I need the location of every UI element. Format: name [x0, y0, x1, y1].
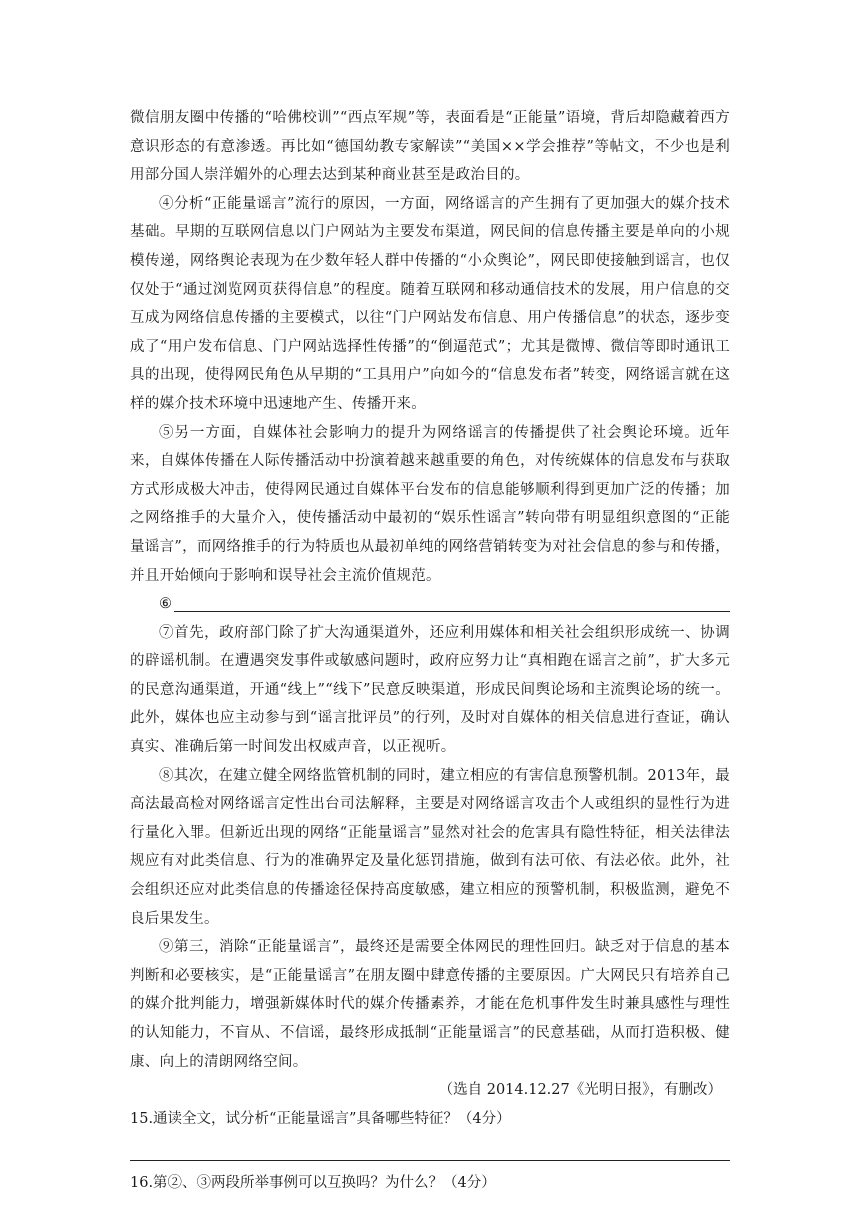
- paragraph-6-number: ⑥: [159, 596, 172, 613]
- paragraph-continued: 微信朋友圈中传播的“哈佛校训”“西点军规”等，表面看是“正能量”语境，背后却隐藏着西方意识形态的有意渗透。再比如“德国幼教专家解读”“美国××学会推荐”等帖文，不少也是利用部分国人崇洋媚外的心理去达到某种商业甚至是政治目的。: [130, 110, 730, 184]
- question-16: 16.第②、③两段所举事例可以互换吗？为什么？（4分）: [130, 1175, 496, 1192]
- question-15: 15.通读全文，试分析“正能量谣言”具备哪些特征？（4分）: [130, 1110, 511, 1127]
- paragraph-4: ④分析“正能量谣言”流行的原因，一方面，网络谣言的产生拥有了更加强大的媒介技术基础。早期的互联网信息以门户网站为主要发布渠道，网民间的信息传播主要是单向的小规模传递，网络舆论表现为在少数年轻人群中传播的“小众舆论”，网民即使接触到谣言，也仅仅处于“通过浏览网页获得信息”的程度。随着互联网和移动通信技术的发展，用户信息的交互成为网络信息传播的主要模式，以往“门户网站发布信息、用户传播信息”的状态，逐步变成了“用户发布信息、门户网站选择性传播”的“倒逼范式”；尤其是微博、微信等即时通讯工具的出现，使得网民角色从早期的“工具用户”向如今的“信息发布者”转变，网络谣言就在这样的媒介技术环境中迅速地产生、传播开来。: [130, 195, 730, 412]
- paragraph-8: ⑧其次，在建立健全网络监管机制的同时，建立相应的有害信息预警机制。2013年，最高法最高检对网络谣言定性出台司法解释，主要是对网络谣言攻击个人或组织的显性行为进行量化入罪。但新近出现的网络“正能量谣言”显然对社会的危害具有隐性特征，相关法律法规应有对此类信息、行为的准确界定及量化惩罚措施，做到有法可依、有法必依。此外，社会组织还应对此类信息的传播途径保持高度敏感，建立相应的预警机制，积极监测，避免不良后果发生。: [130, 767, 730, 927]
- source-citation: （选自 2014.12.27《光明日报》，有删改）: [438, 1082, 722, 1099]
- answer-line-15[interactable]: [130, 1133, 730, 1161]
- paragraph-5: ⑤另一方面，自媒体社会影响力的提升为网络谣言的传播提供了社会舆论环境。近年来，自媒体传播在人际传播活动中扮演着越来越重要的角色，对传统媒体的信息发布与获取方式形成极大冲击，使得网民通过自媒体平台发布的信息能够顺利得到更加广泛的传播；加之网络推手的大量介入，使传播活动中最初的“娱乐性谣言”转向带有明显组织意图的“正能量谣言”，而网络推手的行为特质也从最初单纯的网络营销转变为对社会信息的参与和传播，并且开始倾向于影响和误导社会主流价值规范。: [130, 424, 730, 584]
- paragraph-7: ⑦首先，政府部门除了扩大沟通渠道外，还应利用媒体和相关社会组织形成统一、协调的辟谣机制。在遭遇突发事件或敏感问题时，政府应努力让“真相跑在谣言之前”，扩大多元的民意沟通渠道，开通“线上”“线下”民意反映渠道，形成民间舆论场和主流舆论场的统一。此外，媒体也应主动参与到“谣言批评员”的行列，及时对自媒体的相关信息进行查证，确认真实、准确后第一时间发出权威声音，以正视听。: [130, 624, 730, 756]
- paragraph-6-blank[interactable]: [130, 590, 730, 619]
- article-page: [130, 104, 730, 1198]
- paragraph-9: ⑨第三，消除“正能量谣言”，最终还是需要全体网民的理性回归。缺乏对于信息的基本判断和必要核实，是“正能量谣言”在朋友圈中肆意传播的主要原因。广大网民只有培养自己的媒介批判能力，增强新媒体时代的媒介传播素养，才能在危机事件发生时兼具感性与理性的认知能力，不盲从、不信谣，最终形成抵制“正能量谣言”的民意基础，从而打造积极、健康、向上的清朗网络空间。: [130, 939, 730, 1070]
- fill-in-line[interactable]: [174, 611, 730, 612]
